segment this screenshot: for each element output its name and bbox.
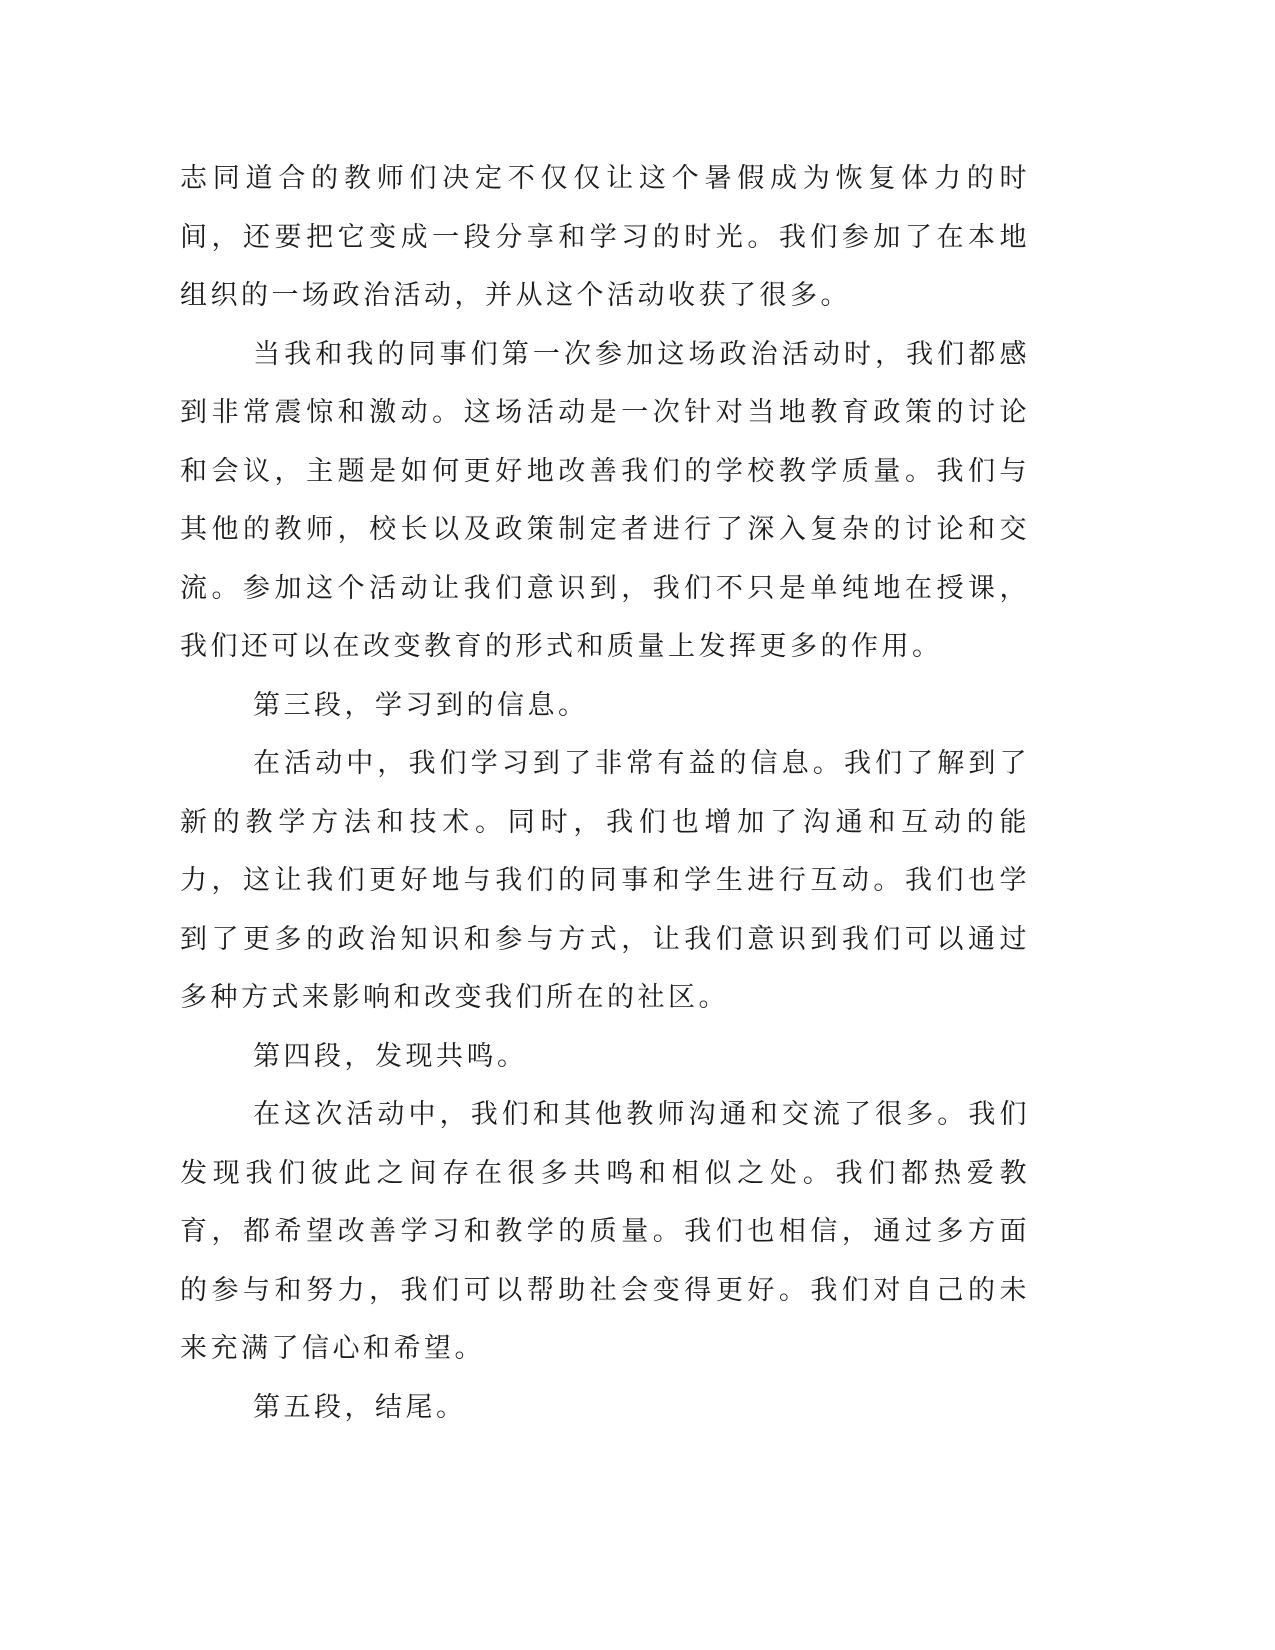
section-heading-information-learned: 第三段，学习到的信息。 — [253, 689, 589, 721]
section-heading-resonance: 第四段，发现共鸣。 — [253, 1040, 528, 1072]
paragraph-information-learned: 在活动中，我们学习到了非常有益的信息。我们了解到了新的教学方法和技术。同时，我们也增加了沟通和互动的能力，这让我们更好地与我们的同事和学生进行互动。我们也学到了更多的政治知识和参与方式，让我们意识到我们可以通过多种方式来影响和改变我们所在的社区。 — [180, 748, 1030, 1013]
paragraph-first-participation: 当我和我的同事们第一次参加这场政治活动时，我们都感到非常震惊和激动。这场活动是一次针对当地教育政策的讨论和会议，主题是如何更好地改善我们的学校教学质量。我们与其他的教师，校长以及政策制定者进行了深入复杂的讨论和交流。参加这个活动让我们意识到，我们不只是单纯地在授课，我们还可以在改变教育的形式和质量上发挥更多的作用。 — [180, 338, 1030, 662]
document-page — [180, 150, 1030, 1437]
paragraph-resonance: 在这次活动中，我们和其他教师沟通和交流了很多。我们发现我们彼此之间存在很多共鸣和相似之处。我们都热爱教育，都希望改善学习和教学的质量。我们也相信，通过多方面的参与和努力，我们可以帮助社会变得更好。我们对自己的未来充满了信心和希望。 — [180, 1099, 1030, 1364]
section-heading-conclusion: 第五段，结尾。 — [253, 1391, 467, 1423]
paragraph-intro-continued: 志同道合的教师们决定不仅仅让这个暑假成为恢复体力的时间，还要把它变成一段分享和学习的时光。我们参加了在本地组织的一场政治活动，并从这个活动收获了很多。 — [180, 163, 1030, 311]
